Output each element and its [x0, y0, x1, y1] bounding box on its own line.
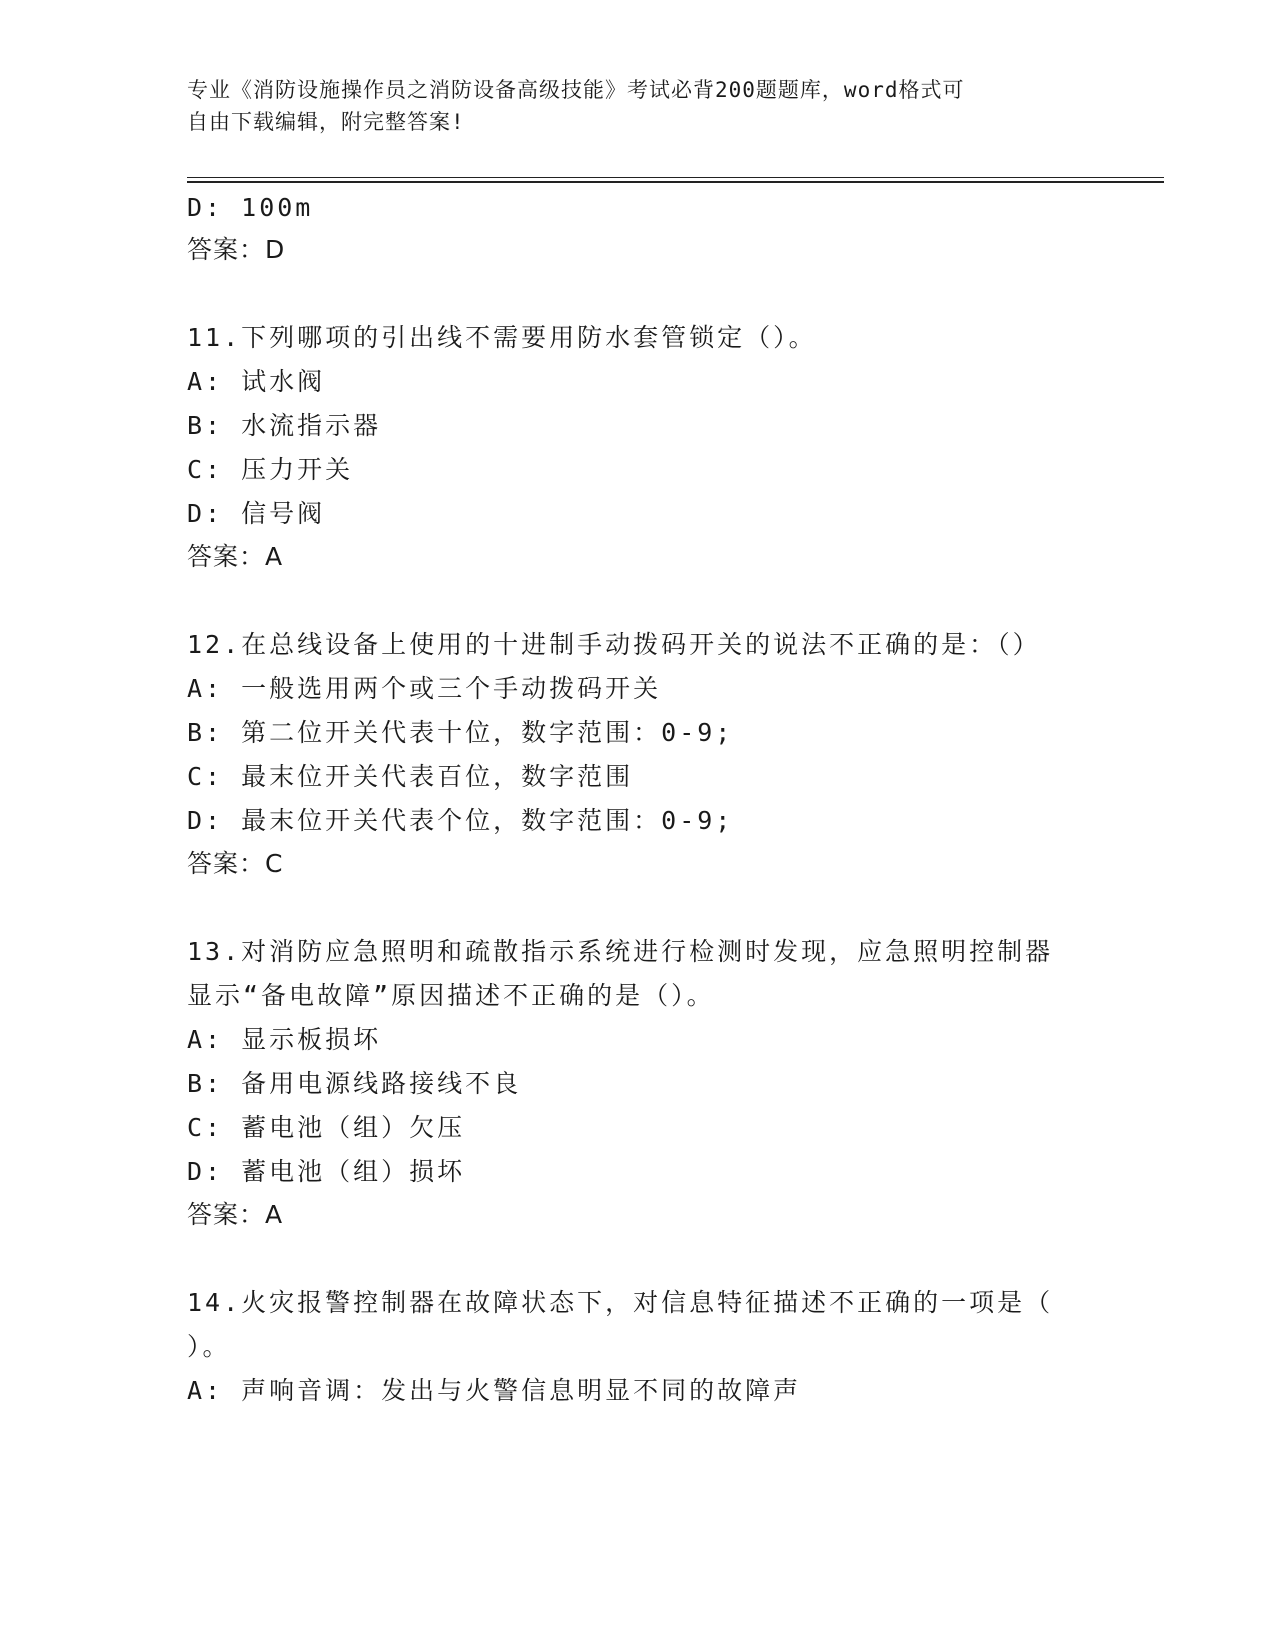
- header-line-2: 自由下载编辑，附完整答案!: [187, 110, 465, 134]
- question-11-option-b: B: 水流指示器: [187, 411, 382, 440]
- question-11-stem: 11.下列哪项的引出线不需要用防水套管锁定（）。: [187, 323, 817, 352]
- question-12-option-c: C: 最末位开关代表百位，数字范围: [187, 762, 634, 791]
- carryover-answer: 答案：D: [187, 235, 286, 264]
- question-12-option-d: D: 最末位开关代表个位，数字范围：0-9;: [187, 806, 734, 835]
- question-11-option-c: C: 压力开关: [187, 455, 354, 484]
- question-11-answer: 答案：A: [187, 542, 284, 571]
- question-13-answer: 答案：A: [187, 1200, 284, 1229]
- question-13-option-c: C: 蓄电池（组）欠压: [187, 1113, 466, 1142]
- question-13-option-a: A: 显示板损坏: [187, 1025, 382, 1054]
- question-12-stem: 12.在总线设备上使用的十进制手动拨码开关的说法不正确的是：（）: [187, 630, 1041, 659]
- question-12-answer: 答案：C: [187, 849, 284, 878]
- question-12-option-a: A: 一般选用两个或三个手动拨码开关: [187, 674, 662, 703]
- question-13-stem-line-1: 13.对消防应急照明和疏散指示系统进行检测时发现，应急照明控制器: [187, 937, 1054, 966]
- question-12-option-b: B: 第二位开关代表十位，数字范围：0-9;: [187, 718, 734, 747]
- carryover-option-d: D: 100m: [187, 193, 314, 222]
- question-13-option-d: D: 蓄电池（组）损坏: [187, 1157, 466, 1186]
- header-divider-thick: [187, 181, 1164, 183]
- header-line-1: 专业《消防设施操作员之消防设备高级技能》考试必背200题题库，word格式可: [187, 78, 965, 102]
- question-14-stem-line-2: ）。: [187, 1332, 231, 1361]
- question-14-option-a: A: 声响音调：发出与火警信息明显不同的故障声: [187, 1376, 802, 1405]
- question-13-stem-line-2: 显示“备电故障”原因描述不正确的是（）。: [187, 981, 715, 1010]
- question-11-option-a: A: 试水阀: [187, 367, 326, 396]
- question-13-option-b: B: 备用电源线路接线不良: [187, 1069, 522, 1098]
- question-14-stem-line-1: 14.火灾报警控制器在故障状态下，对信息特征描述不正确的一项是（: [187, 1288, 1054, 1317]
- question-11-option-d: D: 信号阀: [187, 499, 326, 528]
- header-divider-thin: [187, 177, 1164, 178]
- document-header: [187, 74, 1087, 138]
